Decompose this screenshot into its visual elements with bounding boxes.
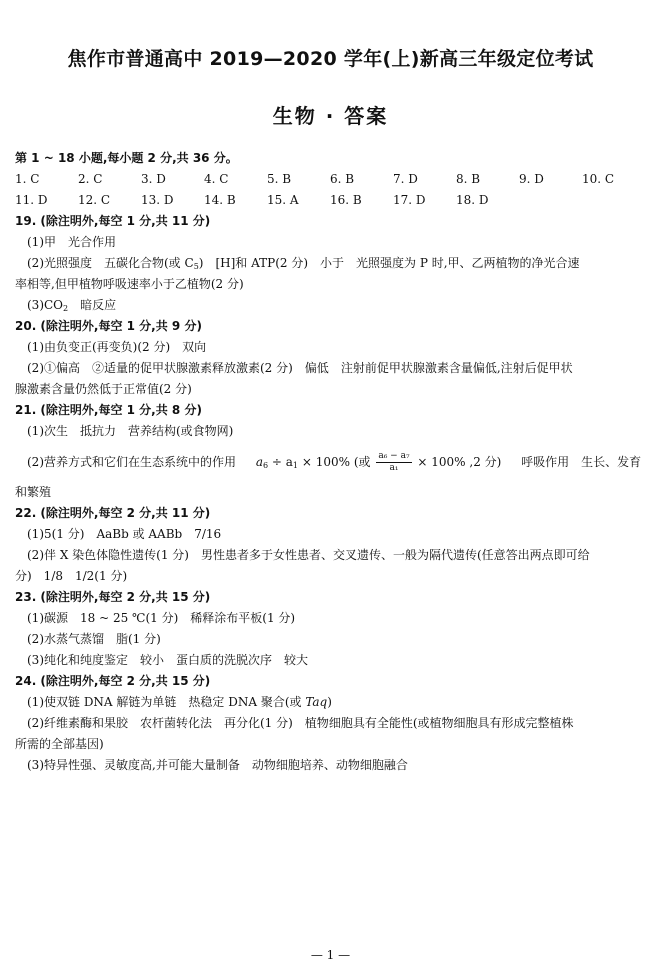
mc-answer: 10. C: [582, 172, 615, 186]
q23-answer-3: (3)纯化和纯度鉴定 较小 蛋白质的洗脱次序 较大: [27, 653, 309, 667]
q22-answer-2-cont: 分) 1/8 1/2(1 分): [15, 569, 128, 583]
q22-answer-2: (2)伴 X 染色体隐性遗传(1 分) 男性患者多于女性患者、交叉遗传、一般为隔代遗传(任意答出两点即可给: [27, 548, 590, 562]
q22-heading: 22. (除注明外,每空 2 分,共 11 分): [15, 506, 211, 520]
q19-heading: 19. (除注明外,每空 1 分,共 11 分): [15, 214, 211, 228]
q19-answer-1: (1)甲 光合作用: [27, 235, 116, 249]
q21-answer-2-cont: 和繁殖: [15, 485, 52, 499]
mc-answer: 14. B: [204, 193, 236, 207]
q23-answer-1: (1)碳源 18 ~ 25 ℃(1 分) 稀释涂布平板(1 分): [27, 611, 296, 625]
mc-answer: 17. D: [393, 193, 426, 207]
mc-answer: 1. C: [15, 172, 40, 186]
q24-heading: 24. (除注明外,每空 2 分,共 15 分): [15, 674, 211, 688]
mc-answer: 4. C: [204, 172, 229, 186]
q22-answer-1: (1)5(1 分) AaBb 或 AABb 7/16: [27, 527, 222, 541]
q24-answer-1: (1)使双链 DNA 解链为单链 热稳定 DNA 聚合(或 Taq): [27, 695, 332, 709]
q24-answer-3: (3)特异性强、灵敏度高,并可能大量制备 动物细胞培养、动物细胞融合: [27, 758, 408, 772]
q21-answer-1: (1)次生 抵抗力 营养结构(或食物网): [27, 424, 234, 438]
q21-answer-2: (2)营养方式和它们在生态系统中的作用 $a_6 \div a_1 \times 100\%$ (或 $\frac{\text{a₆ − a₇}}{\text{a₁}}$ × 100% ,2 分) 呼吸作用 生长、发育: [27, 451, 642, 473]
q23-heading: 23. (除注明外,每空 2 分,共 15 分): [15, 590, 211, 604]
mc-answer: 11. D: [15, 193, 48, 207]
q19-answer-2: (2)光照强度 五碳化合物(或 $C_5$) [H]和 ATP(2 分) 小于 光照强度为 P 时,甲、乙两植物的净光合速: [27, 256, 580, 271]
mc-answer: 18. D: [456, 193, 489, 207]
mc-answer: 16. B: [330, 193, 362, 207]
mc-answer: 13. D: [141, 193, 174, 207]
mc-answer: 12. C: [78, 193, 111, 207]
mc-answer: 15. A: [267, 193, 299, 207]
mc-answer: 3. D: [141, 172, 166, 186]
q19-answer-2-cont: 率相等,但甲植物呼吸速率小于乙植物(2 分): [15, 277, 244, 291]
mc-answer: 9. D: [519, 172, 544, 186]
answer-content: [15, 148, 655, 776]
mc-row-1: [15, 169, 655, 190]
q24-answer-2-cont: 所需的全部基因): [15, 737, 104, 751]
q20-answer-2-cont: 腺激素含量仍然低于正常值(2 分): [15, 382, 192, 396]
mc-answer: 2. C: [78, 172, 103, 186]
document-subtitle: 生物 · 答案: [272, 104, 389, 128]
mc-answer: 7. D: [393, 172, 418, 186]
document-title: 焦作市普通高中 2019—2020 学年(上)新高三年级定位考试: [67, 48, 594, 70]
mc-row-2: [15, 190, 655, 211]
page-number: — 1 —: [310, 948, 351, 962]
q20-heading: 20. (除注明外,每空 1 分,共 9 分): [15, 319, 202, 333]
q23-answer-2: (2)水蒸气蒸馏 脂(1 分): [27, 632, 161, 646]
mc-answer: 6. B: [330, 172, 355, 186]
mc-answer: 8. B: [456, 172, 481, 186]
q20-answer-2: (2)①偏高 ②适量的促甲状腺激素释放激素(2 分) 偏低 注射前促甲状腺激素含量偏低,注射后促甲状: [27, 361, 573, 375]
section1-heading: 第 1 ~ 18 小题,每小题 2 分,共 36 分。: [15, 151, 238, 165]
fraction: $\frac{\text{a₆ − a₇}}{\text{a₁}}$: [378, 451, 410, 473]
q20-answer-1: (1)由负变正(再变负)(2 分) 双向: [27, 340, 207, 354]
mc-answer: 5. B: [267, 172, 292, 186]
q21-heading: 21. (除注明外,每空 1 分,共 8 分): [15, 403, 202, 417]
q19-answer-3: $(3)CO_2$ 暗反应: [27, 298, 117, 313]
q24-answer-2: (2)纤维素酶和果胶 农杆菌转化法 再分化(1 分) 植物细胞具有全能性(或植物细胞具有形成完整植株: [27, 716, 574, 730]
